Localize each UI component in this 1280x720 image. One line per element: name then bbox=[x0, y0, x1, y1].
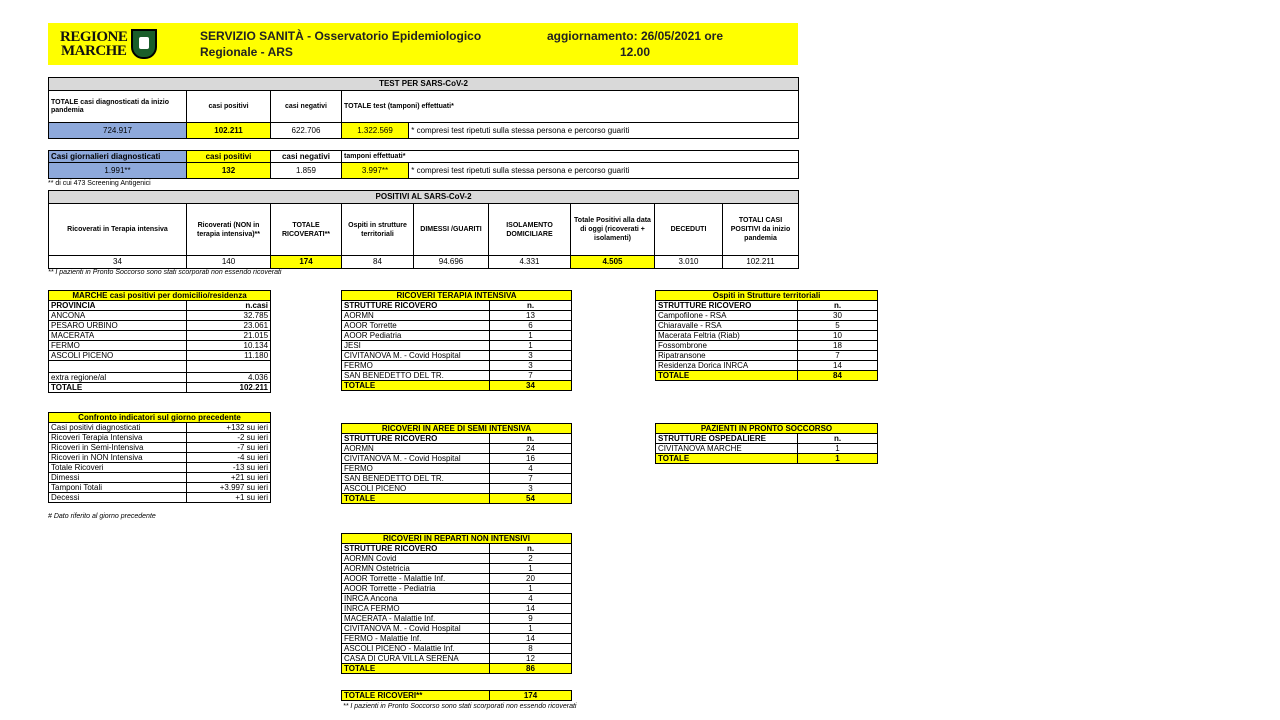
province-name bbox=[49, 361, 187, 373]
indicator-name: Casi positivi diagnosticati bbox=[49, 423, 187, 433]
hospital-count: 1 bbox=[490, 584, 572, 594]
daily-value-diagnosed: 1.991** bbox=[49, 163, 187, 179]
table-row bbox=[656, 361, 878, 371]
table-row bbox=[49, 443, 271, 453]
province-total-value: 102.211 bbox=[187, 383, 271, 393]
report-header bbox=[48, 23, 798, 65]
hospital-name: CIVITANOVA M. - Covid Hospital bbox=[342, 454, 490, 464]
ti-total-value: 34 bbox=[490, 381, 572, 391]
table-row bbox=[656, 351, 878, 361]
table-row bbox=[342, 604, 572, 614]
ospiti-total-label: TOTALE bbox=[656, 371, 798, 381]
indicator-delta: +132 su ieri bbox=[187, 423, 271, 433]
ti-title: RICOVERI TERAPIA INTENSIVA bbox=[342, 291, 572, 301]
province-count: 23.061 bbox=[187, 321, 271, 331]
ospiti-col-n: n. bbox=[798, 301, 878, 311]
positivi-value-total-ricoverati: 174 bbox=[271, 256, 342, 269]
positivi-value-totali-casi: 102.211 bbox=[723, 256, 799, 269]
table-row bbox=[49, 321, 271, 331]
test-value-total-diagnosed: 724.917 bbox=[49, 123, 187, 139]
test-value-total-tests: 1.322.569 bbox=[342, 123, 409, 138]
hospital-name: AOOR Torrette - Malattie Inf. bbox=[342, 574, 490, 584]
table-row bbox=[49, 433, 271, 443]
hospital-name: CASA DI CURA VILLA SERENA bbox=[342, 654, 490, 664]
hospital-count: 20 bbox=[490, 574, 572, 584]
daily-footnote: ** di cui 473 Screening Antigenici bbox=[48, 180, 151, 187]
totale-ricoveri-footnote: ** I pazienti in Pronto Soccorso sono stati scorporati non essendo ricoverati bbox=[343, 703, 577, 710]
positivi-header-deceduti: DECEDUTI bbox=[655, 204, 723, 256]
indicator-name: Decessi bbox=[49, 493, 187, 503]
table-row bbox=[656, 321, 878, 331]
province-name: MACERATA bbox=[49, 331, 187, 341]
hospital-count: 1 bbox=[490, 624, 572, 634]
daily-value-swabs-cell bbox=[342, 163, 799, 179]
hospital-count: 8 bbox=[490, 644, 572, 654]
report-title-line-1: SERVIZIO SANITÀ - Osservatorio Epidemiologico bbox=[200, 29, 482, 43]
table-row bbox=[342, 484, 572, 494]
nonint-total-label: TOTALE bbox=[342, 664, 490, 674]
daily-header-negative: casi negativi bbox=[271, 151, 342, 163]
facility-name: Macerata Feltria (Riab) bbox=[656, 331, 798, 341]
table-row bbox=[342, 624, 572, 634]
hospital-name: SAN BENEDETTO DEL TR. bbox=[342, 474, 490, 484]
hospital-count: 1 bbox=[490, 341, 572, 351]
totale-ricoveri-value: 174 bbox=[490, 691, 572, 701]
daily-header-positive: casi positivi bbox=[187, 151, 271, 163]
positivi-header-totale-positivi: Totale Positivi alla data di oggi (ricoverati + isolamenti) bbox=[571, 204, 655, 256]
positivi-title: POSITIVI AL SARS-CoV-2 bbox=[49, 191, 799, 204]
indicator-delta: +1 su ieri bbox=[187, 493, 271, 503]
hospital-count: 3 bbox=[490, 361, 572, 371]
table-row bbox=[342, 464, 572, 474]
daily-value-positive: 132 bbox=[187, 163, 271, 179]
semi-total-value: 54 bbox=[490, 494, 572, 504]
daily-note: * compresi test ripetuti sulla stessa persona e percorso guariti bbox=[411, 166, 630, 175]
hospital-name: AOOR Pediatria bbox=[342, 331, 490, 341]
hospital-count: 9 bbox=[490, 614, 572, 624]
positivi-header-dimessi: DIMESSI /GUARITI bbox=[414, 204, 489, 256]
nonint-title: RICOVERI IN REPARTI NON INTENSIVI bbox=[342, 534, 572, 544]
hospital-count: 1 bbox=[490, 564, 572, 574]
semi-table bbox=[341, 423, 572, 504]
table-row bbox=[342, 644, 572, 654]
hospital-name: ASCOLI PICENO bbox=[342, 484, 490, 494]
hospital-count: 24 bbox=[490, 444, 572, 454]
ps-total-label: TOTALE bbox=[656, 454, 798, 464]
table-row bbox=[342, 371, 572, 381]
hospital-count: 7 bbox=[490, 371, 572, 381]
table-row bbox=[342, 554, 572, 564]
ospiti-total-value: 84 bbox=[798, 371, 878, 381]
positivi-value-isolamento: 4.331 bbox=[489, 256, 571, 269]
table-row bbox=[342, 474, 572, 484]
province-title: MARCHE casi positivi per domicilio/residenza bbox=[49, 291, 271, 301]
ps-col-n: n. bbox=[798, 434, 878, 444]
indicator-delta: -4 su ieri bbox=[187, 453, 271, 463]
table-row bbox=[342, 361, 572, 371]
hospital-count: 1 bbox=[798, 444, 878, 454]
hospital-name: CIVITANOVA M. - Covid Hospital bbox=[342, 624, 490, 634]
hospital-name: INRCA Ancona bbox=[342, 594, 490, 604]
province-count: 32.785 bbox=[187, 311, 271, 321]
hospital-count: 2 bbox=[490, 554, 572, 564]
positivi-header-ti: Ricoverati in Terapia intensiva bbox=[49, 204, 187, 256]
hospital-name: AORMN bbox=[342, 444, 490, 454]
positivi-footnote: ** I pazienti in Pronto Soccorso sono stati scorporati non essendo ricoverati bbox=[48, 269, 282, 276]
indicator-delta: -13 su ieri bbox=[187, 463, 271, 473]
indicator-delta: -2 su ieri bbox=[187, 433, 271, 443]
table-row bbox=[49, 493, 271, 503]
ospiti-table bbox=[655, 290, 878, 381]
table-row bbox=[342, 321, 572, 331]
test-title: TEST PER SARS-CoV-2 bbox=[49, 78, 799, 91]
table-row bbox=[342, 444, 572, 454]
province-count: 11.180 bbox=[187, 351, 271, 361]
positivi-header-totali-casi: TOTALI CASI POSITIVI da inizio pandemia bbox=[723, 204, 799, 256]
table-row bbox=[656, 311, 878, 321]
province-count: 4.036 bbox=[187, 373, 271, 383]
ti-col-struttura: STRUTTURE RICOVERO bbox=[342, 301, 490, 311]
regione-marche-logo bbox=[60, 29, 188, 59]
ps-col-struttura: STRUTTURE OSPEDALIERE bbox=[656, 434, 798, 444]
hospital-count: 4 bbox=[490, 464, 572, 474]
table-row bbox=[49, 483, 271, 493]
daily-value-swabs: 3.997** bbox=[342, 163, 409, 178]
hospital-count: 3 bbox=[490, 351, 572, 361]
nonint-col-struttura: STRUTTURE RICOVERO bbox=[342, 544, 490, 554]
indicator-name: Ricoveri Terapia Intensiva bbox=[49, 433, 187, 443]
ti-col-n: n. bbox=[490, 301, 572, 311]
facility-count: 7 bbox=[798, 351, 878, 361]
facility-name: Chiaravalle - RSA bbox=[656, 321, 798, 331]
positivi-header-ospiti: Ospiti in strutture territoriali bbox=[342, 204, 414, 256]
logo-line-2: MARCHE bbox=[61, 43, 127, 59]
table-row bbox=[342, 341, 572, 351]
table-row bbox=[342, 594, 572, 604]
test-header-total-tests: TOTALE test (tamponi) effettuati* bbox=[342, 91, 799, 123]
facility-count: 10 bbox=[798, 331, 878, 341]
indicator-delta: -7 su ieri bbox=[187, 443, 271, 453]
province-name: PESARO URBINO bbox=[49, 321, 187, 331]
hospital-name: JESI bbox=[342, 341, 490, 351]
indicator-delta: +3.997 su ieri bbox=[187, 483, 271, 493]
ps-table bbox=[655, 423, 878, 464]
report-title bbox=[200, 28, 530, 60]
semi-col-n: n. bbox=[490, 434, 572, 444]
report-title-line-2: Regionale - ARS bbox=[200, 45, 293, 59]
hospital-name: FERMO bbox=[342, 361, 490, 371]
hospital-count: 14 bbox=[490, 604, 572, 614]
table-row bbox=[342, 564, 572, 574]
hospital-name: ASCOLI PICENO - Malattie Inf. bbox=[342, 644, 490, 654]
province-table bbox=[48, 290, 271, 393]
totale-ricoveri-table bbox=[341, 690, 572, 701]
semi-col-struttura: STRUTTURE RICOVERO bbox=[342, 434, 490, 444]
positivi-header-non-ti: Ricoverati (NON in terapia intensiva)** bbox=[187, 204, 271, 256]
province-total-label: TOTALE bbox=[49, 383, 187, 393]
table-row bbox=[342, 634, 572, 644]
ospiti-col-struttura: STRUTTURE RICOVERO bbox=[656, 301, 798, 311]
province-name: FERMO bbox=[49, 341, 187, 351]
table-row bbox=[49, 331, 271, 341]
hospital-count: 13 bbox=[490, 311, 572, 321]
table-row bbox=[49, 351, 271, 361]
table-row bbox=[342, 574, 572, 584]
province-count: 21.015 bbox=[187, 331, 271, 341]
table-row bbox=[342, 331, 572, 341]
positivi-value-dimessi: 94.696 bbox=[414, 256, 489, 269]
positivi-header-isolamento: ISOLAMENTO DOMICILIARE bbox=[489, 204, 571, 256]
table-row bbox=[656, 341, 878, 351]
table-row bbox=[656, 331, 878, 341]
facility-count: 14 bbox=[798, 361, 878, 371]
table-row bbox=[49, 453, 271, 463]
positivi-header-total-ricoverati: TOTALE RICOVERATI** bbox=[271, 204, 342, 256]
test-header-negative: casi negativi bbox=[271, 91, 342, 123]
nonint-col-n: n. bbox=[490, 544, 572, 554]
daily-header-diagnosed: Casi giornalieri diagnosticati bbox=[49, 151, 187, 163]
test-header-positive: casi positivi bbox=[187, 91, 271, 123]
hospital-count: 12 bbox=[490, 654, 572, 664]
hospital-name: FERMO - Malattie Inf. bbox=[342, 634, 490, 644]
daily-value-negative: 1.859 bbox=[271, 163, 342, 179]
daily-table bbox=[48, 150, 799, 179]
hospital-name: INRCA FERMO bbox=[342, 604, 490, 614]
province-count: 10.134 bbox=[187, 341, 271, 351]
hospital-count: 4 bbox=[490, 594, 572, 604]
logo-line-1: REGIONE bbox=[60, 29, 128, 45]
facility-count: 30 bbox=[798, 311, 878, 321]
daily-header-swabs: tamponi effettuati* bbox=[342, 151, 799, 163]
hospital-name: AORMN Covid bbox=[342, 554, 490, 564]
province-col-ncasi: n.casi bbox=[187, 301, 271, 311]
hospital-name: SAN BENEDETTO DEL TR. bbox=[342, 371, 490, 381]
test-note: * compresi test ripetuti sulla stessa persona e percorso guariti bbox=[411, 126, 630, 135]
indicator-name: Ricoveri in NON Intensiva bbox=[49, 453, 187, 463]
confronto-title: Confronto indicatori sul giorno precedente bbox=[49, 413, 271, 423]
facility-name: Ripatransone bbox=[656, 351, 798, 361]
nonint-total-value: 86 bbox=[490, 664, 572, 674]
update-date: aggiornamento: 26/05/2021 ore bbox=[546, 29, 724, 43]
province-name: extra regione/al bbox=[49, 373, 187, 383]
positivi-value-deceduti: 3.010 bbox=[655, 256, 723, 269]
table-row bbox=[49, 341, 271, 351]
facility-name: Campofilone - RSA bbox=[656, 311, 798, 321]
table-row bbox=[342, 351, 572, 361]
province-name: ASCOLI PICENO bbox=[49, 351, 187, 361]
test-header-total-diagnosed: TOTALE casi diagnosticati da inizio pandemia bbox=[49, 91, 187, 123]
hospital-count: 16 bbox=[490, 454, 572, 464]
update-time: 12.00 bbox=[619, 45, 651, 59]
indicator-name: Totale Ricoveri bbox=[49, 463, 187, 473]
province-count bbox=[187, 361, 271, 373]
table-row bbox=[49, 361, 271, 373]
hospital-name: AORMN Ostetricia bbox=[342, 564, 490, 574]
confronto-footnote: # Dato riferito al giorno precedente bbox=[48, 513, 156, 520]
coat-of-arms-icon bbox=[131, 29, 157, 59]
test-value-positive: 102.211 bbox=[187, 123, 271, 139]
nonint-table bbox=[341, 533, 572, 674]
table-row bbox=[49, 373, 271, 383]
hospital-name: CIVITANOVA MARCHE bbox=[656, 444, 798, 454]
totale-ricoveri-label: TOTALE RICOVERI** bbox=[342, 691, 490, 701]
hospital-count: 3 bbox=[490, 484, 572, 494]
table-row bbox=[342, 454, 572, 464]
hospital-name: AORMN bbox=[342, 311, 490, 321]
hospital-name: AOOR Torrette bbox=[342, 321, 490, 331]
indicator-name: Tamponi Totali bbox=[49, 483, 187, 493]
indicator-delta: +21 su ieri bbox=[187, 473, 271, 483]
ti-total-label: TOTALE bbox=[342, 381, 490, 391]
hospital-name: AOOR Torrette - Pediatria bbox=[342, 584, 490, 594]
table-row bbox=[656, 444, 878, 454]
ps-title: PAZIENTI IN PRONTO SOCCORSO bbox=[656, 424, 878, 434]
hospital-count: 1 bbox=[490, 331, 572, 341]
facility-count: 5 bbox=[798, 321, 878, 331]
table-row bbox=[342, 311, 572, 321]
indicator-name: Ricoveri in Semi-Intensiva bbox=[49, 443, 187, 453]
test-value-negative: 622.706 bbox=[271, 123, 342, 139]
province-col-provincia: PROVINCIA bbox=[49, 301, 187, 311]
positivi-table bbox=[48, 190, 799, 269]
facility-count: 18 bbox=[798, 341, 878, 351]
table-row bbox=[49, 463, 271, 473]
semi-title: RICOVERI IN AREE DI SEMI INTENSIVA bbox=[342, 424, 572, 434]
facility-name: Fossombrone bbox=[656, 341, 798, 351]
hospital-name: MACERATA - Malattie Inf. bbox=[342, 614, 490, 624]
test-value-total-tests-cell bbox=[342, 123, 799, 139]
indicator-name: Dimessi bbox=[49, 473, 187, 483]
update-timestamp bbox=[530, 28, 740, 60]
positivi-value-ti: 34 bbox=[49, 256, 187, 269]
hospital-count: 14 bbox=[490, 634, 572, 644]
ospiti-title: Ospiti in Strutture territoriali bbox=[656, 291, 878, 301]
semi-total-label: TOTALE bbox=[342, 494, 490, 504]
ti-table bbox=[341, 290, 572, 391]
province-name: ANCONA bbox=[49, 311, 187, 321]
hospital-count: 6 bbox=[490, 321, 572, 331]
hospital-count: 7 bbox=[490, 474, 572, 484]
positivi-value-ospiti: 84 bbox=[342, 256, 414, 269]
ps-total-value: 1 bbox=[798, 454, 878, 464]
positivi-value-totale-positivi: 4.505 bbox=[571, 256, 655, 269]
table-row bbox=[342, 654, 572, 664]
table-row bbox=[342, 614, 572, 624]
hospital-name: CIVITANOVA M. - Covid Hospital bbox=[342, 351, 490, 361]
table-row bbox=[342, 584, 572, 594]
table-row bbox=[49, 423, 271, 433]
test-table bbox=[48, 77, 799, 139]
table-row bbox=[49, 473, 271, 483]
facility-name: Residenza Dorica INRCA bbox=[656, 361, 798, 371]
confronto-table bbox=[48, 412, 271, 503]
positivi-value-non-ti: 140 bbox=[187, 256, 271, 269]
hospital-name: FERMO bbox=[342, 464, 490, 474]
table-row bbox=[49, 311, 271, 321]
